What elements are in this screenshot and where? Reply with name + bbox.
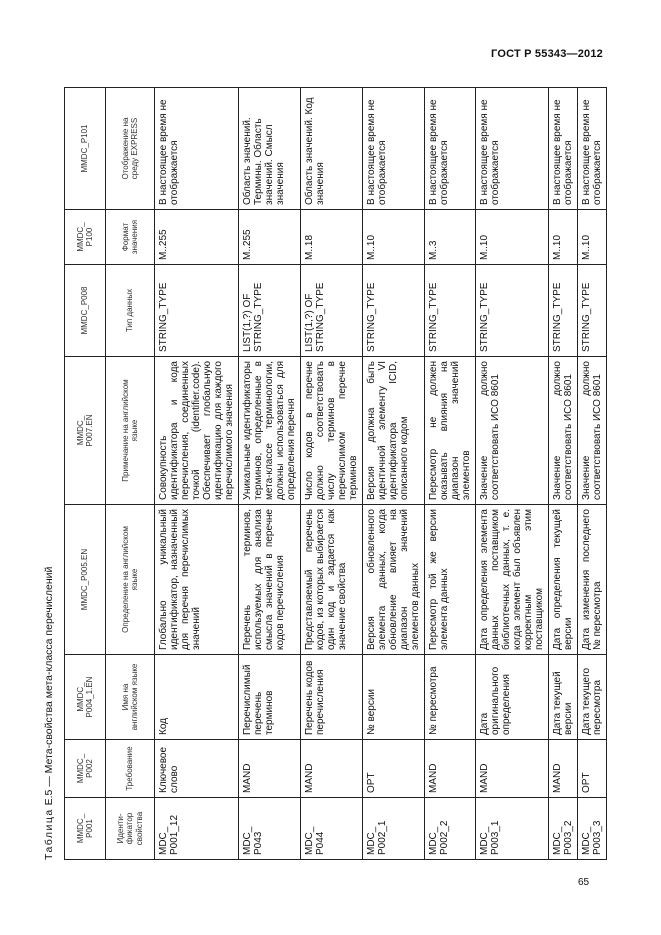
col-name-1: Иденти- фикатор свойства <box>115 811 144 846</box>
cell-requirement: MAND <box>549 740 578 798</box>
table-row <box>425 88 476 860</box>
table-container <box>64 88 603 860</box>
cell-express: В настоящее время не отображается <box>578 88 607 210</box>
cell-identifier: MDC_ P003_2 <box>549 798 578 860</box>
cell-definition: Дата определения элемента данных поставщиком библиотечных данных, т. е. когда элемент был объявлен корректным этим поставщиком <box>476 505 549 655</box>
col-code-3: MMDC_ P004_1.EN <box>75 676 94 718</box>
col-code-2: MMDC_ P002 <box>75 753 94 784</box>
cell-name: Перечень кодов перечисления <box>301 655 363 740</box>
header-name-cell <box>106 210 155 265</box>
cell-data-type: LIST(1,?) OF STRING_TYPE <box>239 265 301 357</box>
col-code-8: MMDC_P101 <box>80 124 90 173</box>
table-row <box>301 88 363 860</box>
cell-express: Область значений. Код значения <box>301 88 363 210</box>
cell-name: Дата текущей версии <box>549 655 578 740</box>
col-name-8: Отображение на среду EXPRESS <box>120 117 139 180</box>
cell-express: В настоящее время не отображается <box>363 88 425 210</box>
header-name-cell <box>106 505 155 655</box>
cell-identifier: MDC_ P003_1 <box>476 798 549 860</box>
cell-express: В настоящее время не отображается <box>476 88 549 210</box>
cell-requirement: Ключевое слово <box>155 740 239 798</box>
header-name-cell <box>106 740 155 798</box>
cell-data-type: STRING_TYPE <box>476 265 549 357</box>
header-code-cell <box>65 505 106 655</box>
cell-format: M..3 <box>425 210 476 265</box>
cell-format: M..255 <box>239 210 301 265</box>
cell-note: Пересмотр не должен оказывать влияния на диапазон значений элементов <box>425 357 476 505</box>
col-name-3: Имя на английском языке <box>120 663 139 731</box>
header-row-names <box>106 88 155 860</box>
cell-identifier: MDC_ P002_2 <box>425 798 476 860</box>
table-caption-label: Таблица <box>43 808 55 860</box>
cell-name: № пересмотра <box>425 655 476 740</box>
cell-format: M..10 <box>476 210 549 265</box>
cell-definition: Перечень терминов, используемых для анализа смысла значений в перечне кодов перечисления <box>239 505 301 655</box>
table-row <box>578 88 607 860</box>
cell-definition: Дата определения текущей версии <box>549 505 578 655</box>
header-code-cell <box>65 798 106 860</box>
cell-definition: Дата изменения последнего № пересмотра <box>578 505 607 655</box>
meta-properties-table <box>64 87 607 860</box>
cell-note: Версия должна быть идентичной элементу VI идентификатора ICID, описанного кодом <box>363 357 425 505</box>
cell-express: Область значений. Термины. Область значений. Смысл значения <box>239 88 301 210</box>
table-row <box>155 88 239 860</box>
table-caption-text: Е.5 — Мета-свойства мета-класса перечислений <box>43 566 55 809</box>
table-row <box>239 88 301 860</box>
cell-name: Код <box>155 655 239 740</box>
col-name-5: Примечание на английском языке <box>120 379 139 482</box>
cell-requirement: MAND <box>425 740 476 798</box>
cell-format: M..18 <box>301 210 363 265</box>
cell-definition: Версия обновленного элемента данных, когда обновление влияет на диапазон значений элементов данных <box>363 505 425 655</box>
cell-definition: Глобально уникальный идентификатор, назначенный для перечня перечислимых значений <box>155 505 239 655</box>
cell-definition: Пересмотр той же версии элемента данных <box>425 505 476 655</box>
cell-requirement: MAND <box>301 740 363 798</box>
header-name-cell <box>106 798 155 860</box>
col-name-4: Определение на английском языке <box>120 526 139 633</box>
table-row <box>476 88 549 860</box>
header-code-cell <box>65 210 106 265</box>
header-row-codes <box>65 88 106 860</box>
cell-identifier: MDC_ P043 <box>239 798 301 860</box>
col-name-2: Требование <box>125 746 135 791</box>
col-code-7: MMDC_ P100 <box>75 222 94 252</box>
table-caption <box>41 88 57 860</box>
col-code-6: MMDC_P008 <box>80 286 90 335</box>
cell-express: В настоящее время не отображается <box>549 88 578 210</box>
cell-express: В настоящее время не отображается <box>155 88 239 210</box>
cell-data-type: STRING_TYPE <box>549 265 578 357</box>
header-name-cell <box>106 357 155 505</box>
col-code-1: MMDC_ P001 <box>75 813 94 844</box>
cell-note: Значение должно соответствовать ИСО 8601 <box>476 357 549 505</box>
cell-requirement: OPT <box>363 740 425 798</box>
cell-requirement: MAND <box>239 740 301 798</box>
cell-name: Дата текущего пересмотра <box>578 655 607 740</box>
cell-identifier: MDC_ P002_1 <box>363 798 425 860</box>
cell-note: Число кодов в перечне должно соответствовать числу терминов в перечислимом перечне терминов <box>301 357 363 505</box>
cell-definition: Представляемый перечень кодов, из которых выбирается один код и задается как значение свойства <box>301 505 363 655</box>
page-number: 65 <box>578 877 590 888</box>
table-row <box>549 88 578 860</box>
cell-requirement: OPT <box>578 740 607 798</box>
col-code-5: MMDC_ P007.EN <box>75 414 94 447</box>
cell-identifier: MDC_ P044 <box>301 798 363 860</box>
cell-name: № версии <box>363 655 425 740</box>
header-code-cell <box>65 88 106 210</box>
cell-data-type: STRING_TYPE <box>425 265 476 357</box>
header-name-cell <box>106 655 155 740</box>
header-code-cell <box>65 357 106 505</box>
cell-data-type: STRING_TYPE <box>578 265 607 357</box>
cell-format: M..255 <box>155 210 239 265</box>
header-name-cell <box>106 88 155 210</box>
col-code-4: MMDC_P005.EN <box>80 548 90 611</box>
cell-data-type: STRING_TYPE <box>155 265 239 357</box>
col-name-7: Формат значения <box>120 219 139 255</box>
standard-header: ГОСТ Р 55343—2012 <box>491 48 603 60</box>
table-caption-container <box>38 88 60 860</box>
table-rotated <box>64 88 603 860</box>
cell-name: Дата оригинального определения <box>476 655 549 740</box>
cell-format: M..10 <box>549 210 578 265</box>
cell-requirement: MAND <box>476 740 549 798</box>
header-code-cell <box>65 265 106 357</box>
cell-note: Уникальные идентификаторы терминов, определенные в мета-классе терминологии, должны использоваться для определения перечня <box>239 357 301 505</box>
cell-format: M..10 <box>578 210 607 265</box>
cell-note: Совокупность идентификатора и кода перечисления, соединенных точкой (identifier.code). Обеспечивает глобальную идентификацию для каждого перечислимого значения <box>155 357 239 505</box>
header-code-cell <box>65 655 106 740</box>
cell-identifier: MDC_ P001_12 <box>155 798 239 860</box>
cell-name: Перечислимый перечень терминов <box>239 655 301 740</box>
cell-note: Значение должно соответствовать ИСО 8601 <box>578 357 607 505</box>
cell-format: M..10 <box>363 210 425 265</box>
cell-express: В настоящее время не отображается <box>425 88 476 210</box>
cell-data-type: STRING_TYPE <box>363 265 425 357</box>
cell-note: Значение должно соответствовать ИСО 8601 <box>549 357 578 505</box>
table-row <box>363 88 425 860</box>
cell-data-type: LIST(1,?) OF STRING_TYPE <box>301 265 363 357</box>
header-name-cell <box>106 265 155 357</box>
cell-identifier: MDC_ P003_3 <box>578 798 607 860</box>
header-code-cell <box>65 740 106 798</box>
col-name-6: Тип данных <box>125 288 135 333</box>
